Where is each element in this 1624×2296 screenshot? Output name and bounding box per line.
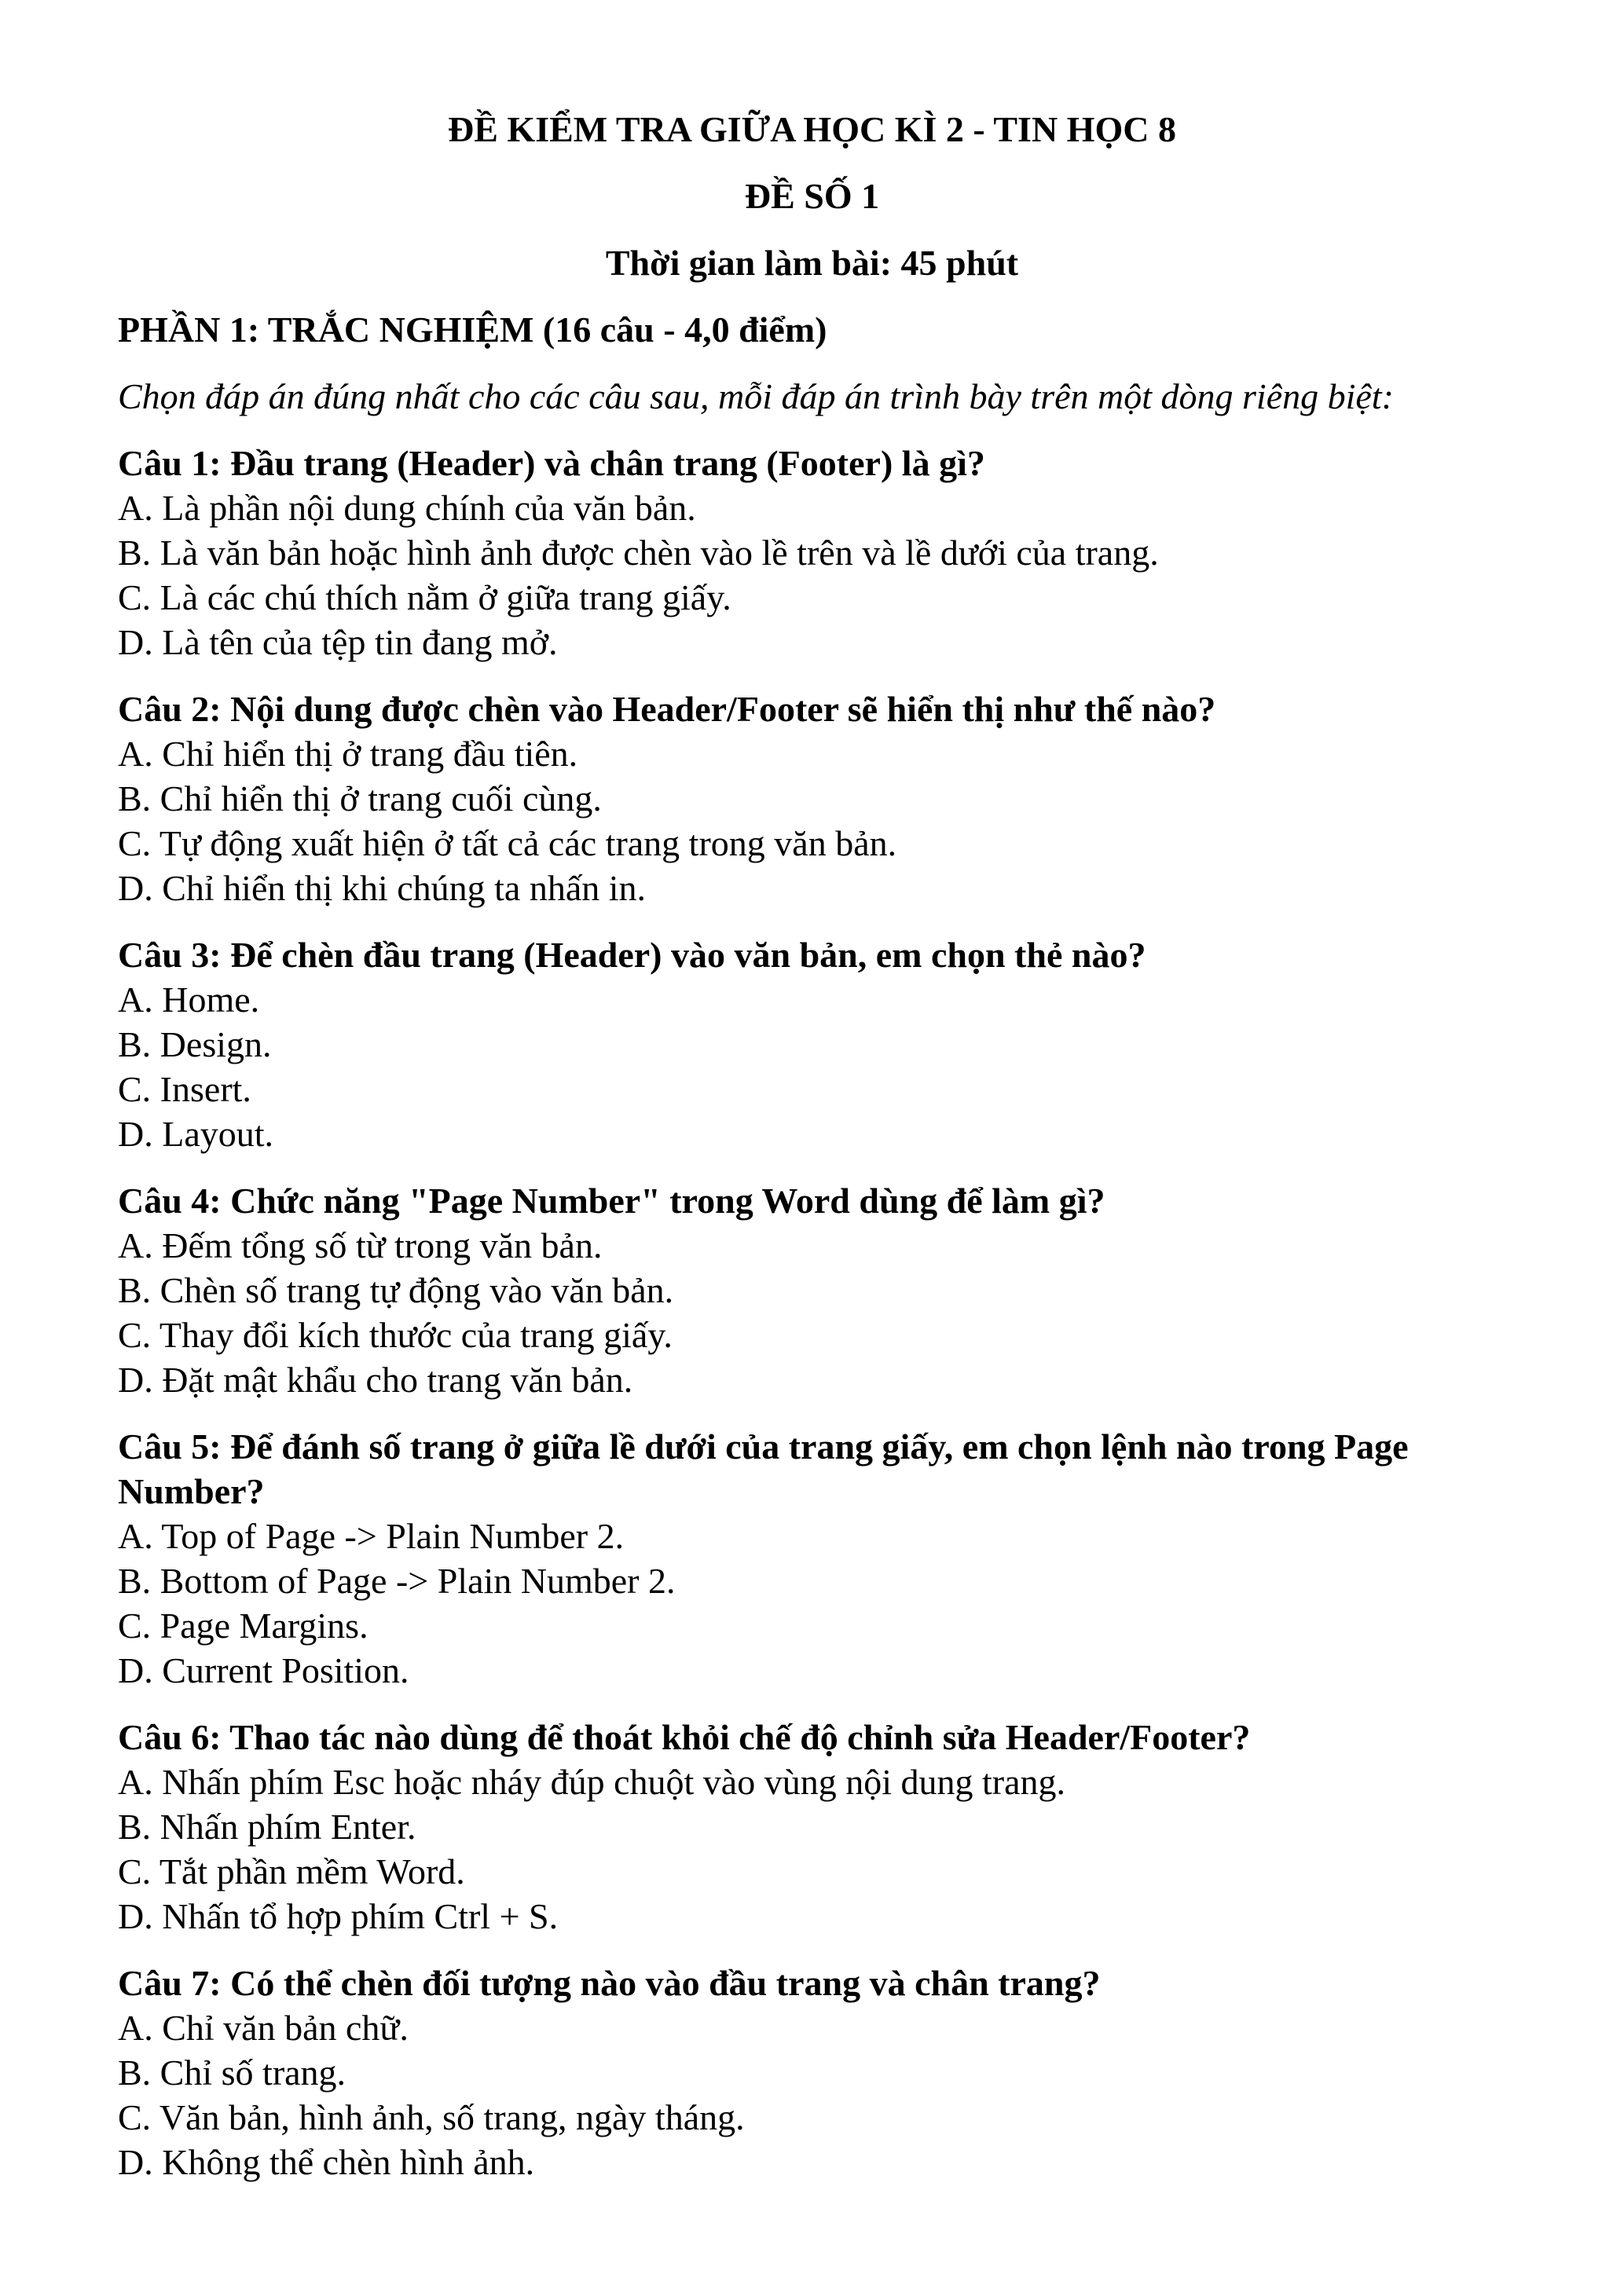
question-4-option-d: D. Đặt mật khẩu cho trang văn bản. bbox=[118, 1360, 633, 1400]
question-block-2 bbox=[118, 687, 1506, 910]
question-4-option-b: B. Chèn số trang tự động vào văn bản. bbox=[118, 1270, 674, 1310]
question-block-4 bbox=[118, 1178, 1506, 1402]
question-7-option-d: D. Không thể chèn hình ảnh. bbox=[118, 2142, 535, 2182]
instruction-line: Chọn đáp án đúng nhất cho các câu sau, mỗi đáp án trình bày trên một dòng riêng biệt: bbox=[118, 376, 1394, 416]
question-5-option-c: C. Page Margins. bbox=[118, 1606, 368, 1646]
question-3-option-a: A. Home. bbox=[118, 980, 260, 1020]
question-block-5 bbox=[118, 1424, 1506, 1693]
question-block-3 bbox=[118, 932, 1506, 1156]
question-1-option-a: A. Là phần nội dung chính của văn bản. bbox=[118, 488, 696, 528]
exam-set-number: ĐỀ SỐ 1 bbox=[744, 176, 880, 216]
question-block-6 bbox=[118, 1715, 1506, 1939]
question-3-option-d: D. Layout. bbox=[118, 1114, 274, 1154]
question-3-text: Câu 3: Để chèn đầu trang (Header) vào văn bản, em chọn thẻ nào? bbox=[118, 935, 1146, 975]
question-4-text: Câu 4: Chức năng "Page Number" trong Word dùng để làm gì? bbox=[118, 1181, 1105, 1221]
question-2-option-a: A. Chỉ hiển thị ở trang đầu tiên. bbox=[118, 734, 578, 774]
question-4-option-c: C. Thay đổi kích thước của trang giấy. bbox=[118, 1315, 673, 1355]
question-6-option-d: D. Nhấn tổ hợp phím Ctrl + S. bbox=[118, 1896, 559, 1936]
question-3-option-b: B. Design. bbox=[118, 1024, 272, 1064]
question-1-text: Câu 1: Đầu trang (Header) và chân trang (Footer) là gì? bbox=[118, 443, 985, 483]
question-5-text: Câu 5: Để đánh số trang ở giữa lề dưới của trang giấy, em chọn lệnh nào trong Page Number? bbox=[118, 1426, 1409, 1511]
section-heading: PHẦN 1: TRẮC NGHIỆM (16 câu - 4,0 điểm) bbox=[118, 309, 827, 350]
question-2-option-d: D. Chỉ hiển thị khi chúng ta nhấn in. bbox=[118, 868, 647, 908]
question-5-option-d: D. Current Position. bbox=[118, 1650, 409, 1690]
question-7-text: Câu 7: Có thể chèn đối tượng nào vào đầu trang và chân trang? bbox=[118, 1963, 1101, 2003]
question-7-option-b: B. Chỉ số trang. bbox=[118, 2052, 346, 2093]
question-block-7 bbox=[118, 1961, 1506, 2184]
question-2-option-c: C. Tự động xuất hiện ở tất cả các trang trong văn bản. bbox=[118, 823, 897, 863]
question-2-text: Câu 2: Nội dung được chèn vào Header/Footer sẽ hiển thị như thế nào? bbox=[118, 689, 1216, 729]
question-5-option-a: A. Top of Page -> Plain Number 2. bbox=[118, 1516, 625, 1556]
question-6-text: Câu 6: Thao tác nào dùng để thoát khỏi chế độ chỉnh sửa Header/Footer? bbox=[118, 1717, 1251, 1757]
question-2-option-b: B. Chỉ hiển thị ở trang cuối cùng. bbox=[118, 778, 602, 818]
question-7-option-c: C. Văn bản, hình ảnh, số trang, ngày tháng. bbox=[118, 2097, 745, 2137]
question-block-1 bbox=[118, 441, 1506, 665]
question-3-option-c: C. Insert. bbox=[118, 1069, 251, 1109]
question-1-option-c: C. Là các chú thích nằm ở giữa trang giấy. bbox=[118, 577, 731, 617]
question-5-option-b: B. Bottom of Page -> Plain Number 2. bbox=[118, 1561, 676, 1601]
exam-title: ĐỀ KIỂM TRA GIỮA HỌC KÌ 2 - TIN HỌC 8 bbox=[448, 109, 1176, 149]
question-6-option-b: B. Nhấn phím Enter. bbox=[118, 1807, 416, 1847]
question-1-option-b: B. Là văn bản hoặc hình ảnh được chèn vào lề trên và lề dưới của trang. bbox=[118, 533, 1159, 573]
exam-duration: Thời gian làm bài: 45 phút bbox=[605, 243, 1019, 283]
question-6-option-c: C. Tắt phần mềm Word. bbox=[118, 1851, 465, 1891]
question-4-option-a: A. Đếm tổng số từ trong văn bản. bbox=[118, 1225, 603, 1265]
question-1-option-d: D. Là tên của tệp tin đang mở. bbox=[118, 622, 558, 662]
question-6-option-a: A. Nhấn phím Esc hoặc nháy đúp chuột vào vùng nội dung trang. bbox=[118, 1762, 1065, 1802]
question-7-option-a: A. Chỉ văn bản chữ. bbox=[118, 2008, 409, 2048]
